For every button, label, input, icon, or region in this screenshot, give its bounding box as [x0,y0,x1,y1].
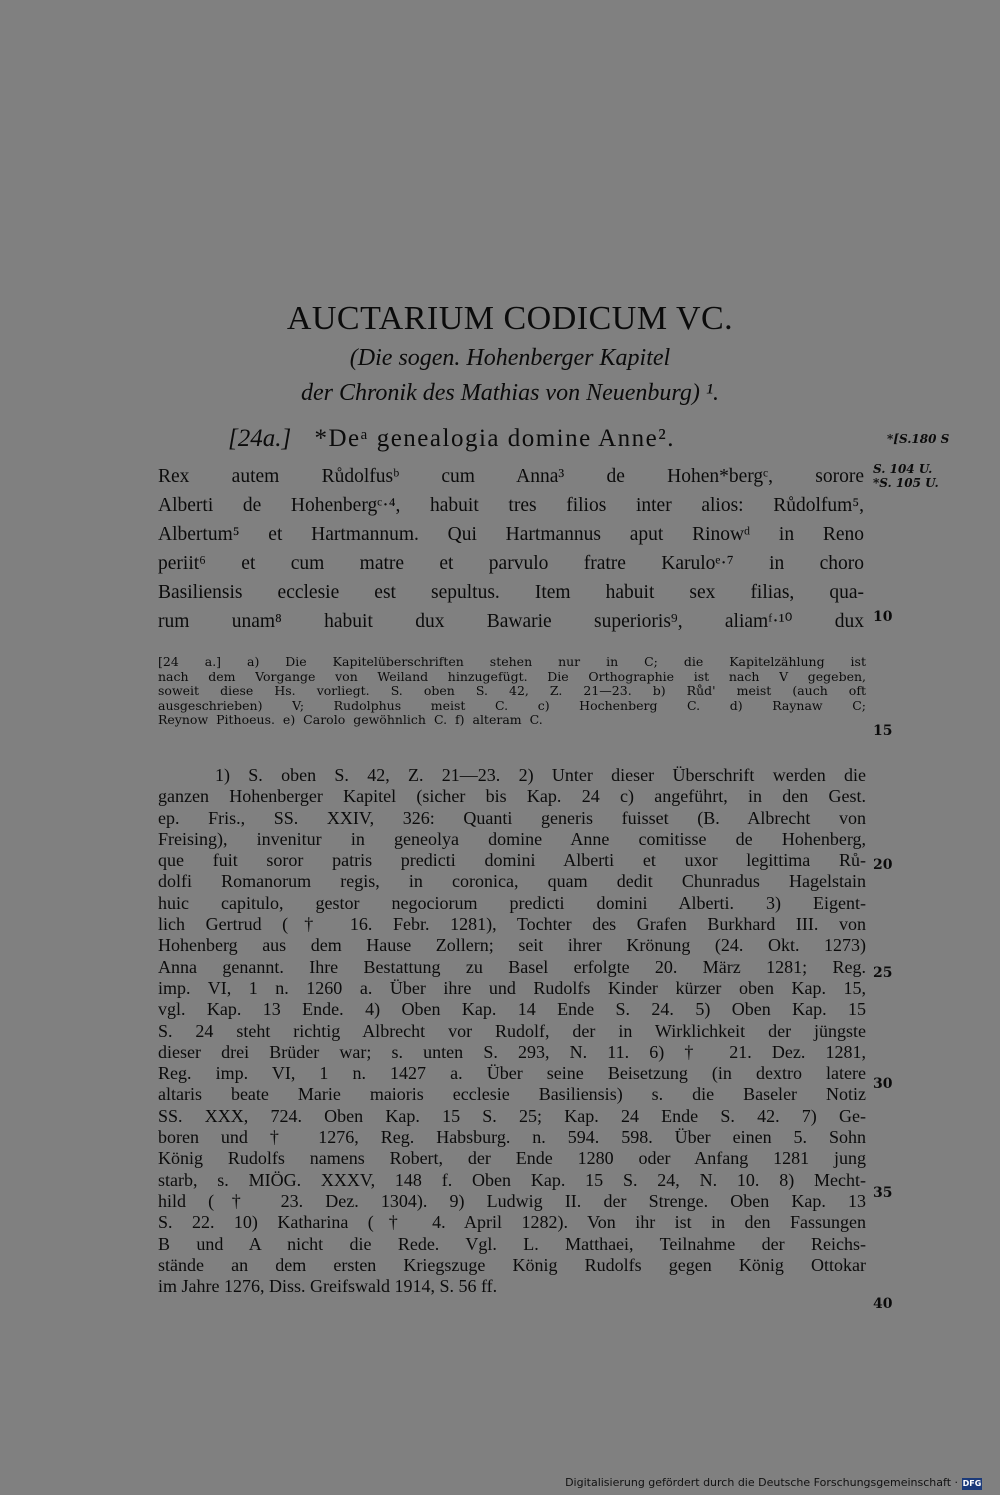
variant-line: Reynow Pithoeus. e) Carolo gewöhnlich C. f) alteram C. [158,712,543,728]
chapter-number: [24a.] [228,425,292,452]
subtitle-line-1: (Die sogen. Hohenberger Kapitel [349,345,671,371]
main-text-line: Alberti de Hohenbergᶜ·⁴, habuit tres filios inter alios: Růdolfum⁵, [158,495,864,516]
footnote-line: 1) S. oben S. 42, Z. 21—23. 2) Unter dieser Überschrift werden die [215,765,866,785]
line-number: 40 [873,1296,893,1312]
variant-line: [24 a.] a) Die Kapitelüberschriften stehen nur in C; die Kapitelzählung ist [158,654,866,669]
line-number: 30 [873,1076,893,1092]
main-text-line: Basiliensis ecclesie est sepultus. Item habuit sex filias, qua- [158,582,864,603]
chapter-heading [228,425,675,453]
margin-note-page-ref: S. 104 U. [873,462,933,476]
variant-line: soweit diese Hs. vorliegt. S. oben S. 42, Z. 21—23. b) Růd' meist (auch oft [158,683,866,699]
line-number: 15 [873,723,893,739]
footnote-line: S. 22. 10) Katharina († 4. April 1282). Von ihr ist in den Fassungen [158,1212,866,1233]
main-text-line: periit⁶ et cum matre et parvulo fratre Karuloᵉ·⁷ in choro [158,553,864,574]
dfg-credit-footer: Digitalisierung gefördert durch die Deutsche Forschungsgemeinschaft · [565,1476,958,1489]
page-title: AUCTARIUM CODICUM VC. [286,300,734,337]
variant-apparatus [158,655,866,728]
footnote-line: vgl. Kap. 13 Ende. 4) Oben Kap. 14 Ende S. 24. 5) Oben Kap. 15 [158,999,866,1020]
chapter-title: *Deᵃ genealogia domine Anne². [314,425,675,452]
line-number: 20 [873,857,893,873]
footnotes [158,765,866,1297]
footnote-line: Freising), invenitur in geneolya domine Anne comitisse de Hohenberg, [158,828,866,849]
main-text-line: Rex autem Růdolfusᵇ cum Anna³ de Hohen*bergᶜ, sorore [158,466,864,487]
footnote-line: ganzen Hohenberger Kapitel (sicher bis Kap. 24 c) angeführt, in den Gest. [158,786,866,807]
footnote-line: ep. Fris., SS. XXIV, 326: Quanti generis fuisset (B. Albrecht von [158,807,866,828]
footnote-line: stände an dem ersten Kriegszuge König Rudolfs gegen König Ottokar [158,1254,866,1275]
footnote-line: S. 24 steht richtig Albrecht vor Rudolf, der in Wirklichkeit der jüngste [158,1020,866,1041]
variant-line: ausgeschrieben) V; Rudolphus meist C. c) Hochenberg C. d) Raynaw C; [158,697,866,713]
footnote-line: que fuit soror patris predicti domini Alberti et uxor legittima Rů- [158,850,866,871]
footnote-line: B und A nicht die Rede. Vgl. L. Matthaei, Teilnahme der Reichs- [158,1233,866,1254]
footnote-line: Reg. imp. VI, 1 n. 1427 a. Über seine Beisetzung (in dextro latere [158,1063,866,1084]
subtitle-line-2: der Chronik des Mathias von Neuenburg) ¹. [300,380,720,406]
footnote-line: König Rudolfs namens Robert, der Ende 1280 oder Anfang 1281 jung [158,1148,866,1169]
line-number: 35 [873,1185,893,1201]
footnote-line: imp. VI, 1 n. 1260 a. Über ihre und Rudolfs Kinder kürzer oben Kap. 15, [158,977,866,998]
margin-note-page-ref: *S. 105 U. [873,476,939,490]
footnote-line: altaris beate Marie maioris ecclesie Basiliensis) s. die Baseler Notiz [158,1084,866,1105]
line-number: 10 [873,609,893,625]
dfg-logo-icon: DFG [962,1479,982,1488]
footnote-line: Hohenberg aus dem Hause Zollern; seit ihrer Krönung (24. Okt. 1273) [158,935,866,956]
footnote-line: huic capitulo, gestor negociorum predicti domini Alberti. 3) Eigent- [158,892,866,913]
footnote-line: lich Gertrud († 16. Febr. 1281), Tochter des Grafen Burkhard III. von [158,914,866,935]
footnote-line: dieser drei Brüder war; s. unten S. 293, N. 11. 6) † 21. Dez. 1281, [158,1041,866,1062]
footnote-line: hild († 23. Dez. 1304). 9) Ludwig II. der Strenge. Oben Kap. 13 [158,1190,866,1211]
footnote-line: im Jahre 1276, Diss. Greifswald 1914, S. 56 ff. [158,1276,498,1297]
footnote-line: SS. XXX, 724. Oben Kap. 15 S. 25; Kap. 24 Ende S. 42. 7) Ge- [158,1105,866,1126]
line-number: 25 [873,965,893,981]
main-text-line: rum unam⁸ habuit dux Bawarie superioris⁹, aliamᶠ·¹⁰ dux [158,611,864,632]
footnote-line: boren und † 1276, Reg. Habsburg. n. 594. 598. Über einen 5. Sohn [158,1127,866,1148]
footnote-line: dolfi Romanorum regis, in coronica, quam dedit Chunradus Hagelstain [158,871,866,892]
footnote-line: Anna genannt. Ihre Bestattung zu Basel erfolgte 20. März 1281; Reg. [158,956,866,977]
main-text [158,462,864,636]
main-text-line: Albertum⁵ et Hartmannum. Qui Hartmannus aput Rinowᵈ in Reno [158,524,864,545]
footnote-line: starb, s. MIÖG. XXXV, 148 f. Oben Kap. 15 S. 24, N. 10. 8) Mecht- [158,1169,866,1190]
variant-line: nach dem Vorgange von Weiland hinzugefügt. Die Orthographie ist nach V gegeben, [158,668,866,684]
margin-note-page-ref: *[S.180 S [887,432,950,446]
